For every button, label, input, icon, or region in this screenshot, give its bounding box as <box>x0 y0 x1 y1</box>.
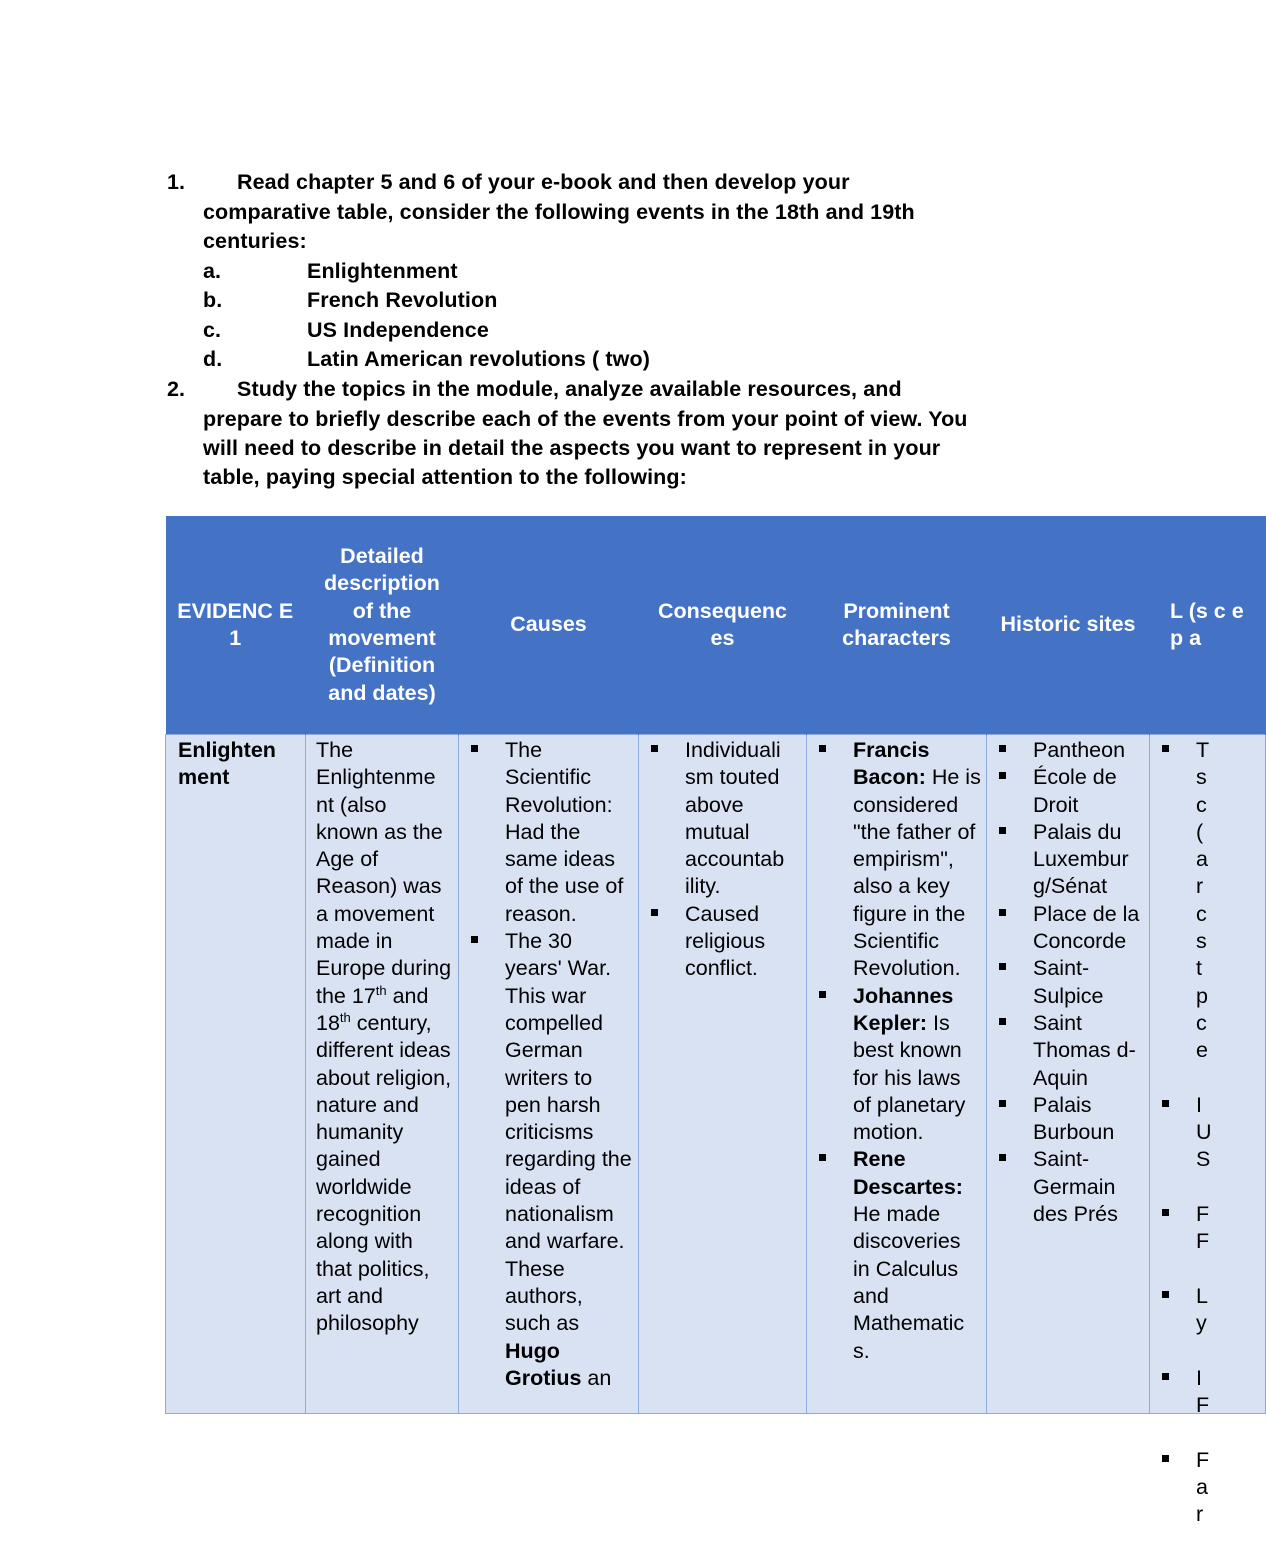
truncated-fragment: s <box>1196 929 1207 954</box>
comparative-table <box>165 516 1244 1527</box>
header-consequences: Consequenc es <box>639 516 807 735</box>
item2-line: table, paying special attention to the following: <box>203 465 687 489</box>
list-item <box>469 737 634 928</box>
characters-cell <box>807 735 987 1414</box>
truncated-fragment: I <box>1160 1365 1261 1392</box>
subitem-letter: d. <box>203 347 223 371</box>
sites-list <box>997 737 1145 1228</box>
description-part: The Enlightenme nt (also known as the Age of Reason) was a movement made in Europe during the 17 <box>316 738 452 1008</box>
truncated-fragment: a <box>1196 847 1208 872</box>
bullet-icon <box>1162 745 1169 752</box>
item2-line: Study the topics in the module, analyze available resources, and <box>237 377 902 401</box>
description-cell <box>306 735 459 1414</box>
subitem-text: US Independence <box>307 318 489 342</box>
causes-list <box>469 737 634 1392</box>
truncated-fragment: S <box>1196 1147 1211 1172</box>
character-name: Rene Descartes: <box>853 1147 963 1199</box>
list-item <box>817 1146 982 1364</box>
character-text: Is best known for his laws of planetary motion. <box>853 1010 966 1145</box>
bullet-icon <box>1162 1455 1169 1462</box>
list-item: Individuali sm touted above mutual accountab ility. <box>649 737 802 901</box>
list-item <box>817 983 982 1147</box>
subitem-letter: c. <box>203 318 222 342</box>
truncated-fragment: T <box>1160 737 1261 764</box>
truncated-fragment: F <box>1160 1447 1261 1474</box>
list-item: Palais du Luxembur g/Sénat <box>997 819 1145 901</box>
truncated-fragment: r <box>1196 1502 1204 1527</box>
subitem-text: Enlightenment <box>307 259 458 283</box>
list-item <box>817 737 982 983</box>
consequences-list <box>649 737 802 983</box>
list-item: Caused religious conflict. <box>649 901 802 983</box>
truncated-fragment <box>1160 1065 1261 1092</box>
header-sites: Historic sites <box>987 516 1150 735</box>
bullet-icon <box>1162 1100 1169 1107</box>
header-truncated: L (s c e p a <box>1150 516 1266 735</box>
truncated-fragment: F <box>1160 1201 1261 1228</box>
subitem-letter: b. <box>203 288 223 312</box>
item1-line: centuries: <box>203 229 307 253</box>
truncated-fragment: F <box>1196 1229 1210 1254</box>
list-item: Pantheon <box>997 737 1145 764</box>
table-row <box>166 735 1266 1414</box>
list-item: Place de la Concorde <box>997 901 1145 956</box>
truncated-fragment: F <box>1196 1393 1210 1418</box>
bullet-icon <box>1162 1209 1169 1216</box>
truncated-fragment: L <box>1160 1283 1261 1310</box>
list-item: École de Droit <box>997 764 1145 819</box>
truncated-fragment: ( <box>1196 819 1204 844</box>
bullet-icon <box>1162 1373 1169 1380</box>
truncated-fragment <box>1160 1256 1261 1283</box>
item1-number: 1. <box>167 170 186 194</box>
header-evidence: EVIDENC E 1 <box>166 516 306 735</box>
truncated-fragment: I <box>1160 1092 1261 1119</box>
row-label-text: Enlighten ment <box>178 738 276 790</box>
header-characters: Prominent characters <box>807 516 987 735</box>
subitem-text: French Revolution <box>307 288 498 312</box>
character-name: Johannes Kepler: <box>853 983 954 1035</box>
description-text <box>316 737 454 1411</box>
characters-list <box>817 737 982 1365</box>
cause-text: The 30 years' War. This war compelled German writers to pen harsh criticisms regarding the ideas of nationalism and warfare. These authors, such as <box>505 929 632 1336</box>
truncated-fragment: c <box>1196 1010 1207 1035</box>
item2-number: 2. <box>167 377 186 401</box>
header-description: Detailed description of the movement (Definition and dates) <box>306 516 459 735</box>
row-label <box>166 735 306 1414</box>
sites-cell <box>987 735 1150 1414</box>
superscript: th <box>339 1009 351 1025</box>
description-part: century, different ideas about religion, nature and humanity gained worldwide recognition along with that politics, art and philosophy <box>316 1010 452 1336</box>
truncated-fragment: y <box>1196 1311 1207 1336</box>
consequences-cell <box>639 735 807 1414</box>
subitem-letter: a. <box>203 259 222 283</box>
cause-tail: an <box>581 1365 612 1390</box>
character-text: He is considered "the father of empirism", also a key figure in the Scientific Revolution. <box>853 765 981 981</box>
bullet-icon <box>1162 1291 1169 1298</box>
list-item: Palais Burboun <box>997 1092 1145 1147</box>
truncated-fragment: c <box>1196 901 1207 926</box>
description-part: and 18 <box>316 983 429 1035</box>
truncated-fragment: U <box>1196 1120 1212 1145</box>
truncated-fragment: r <box>1196 874 1204 899</box>
item1-line: comparative table, consider the following events in the 18th and 19th <box>203 200 915 224</box>
list-item: Saint- Sulpice <box>997 955 1145 1010</box>
list-item: Saint Thomas d-Aquin <box>997 1010 1145 1092</box>
item1-line: Read chapter 5 and 6 of your e-book and then develop your <box>237 170 850 194</box>
truncated-fragment: s <box>1196 765 1207 790</box>
item2-line: will need to describe in detail the aspects you want to represent in your <box>203 436 941 460</box>
cause-text: The Scientific Revolution: Had the same ideas of the use of reason. <box>505 738 624 926</box>
truncated-fragment: t <box>1196 956 1202 981</box>
truncated-fragment: e <box>1196 1038 1208 1063</box>
truncated-cell <box>1150 735 1266 1527</box>
list-item <box>469 928 634 1392</box>
truncated-fragment: p <box>1196 983 1208 1008</box>
causes-cell <box>459 735 639 1414</box>
character-name: Francis Bacon: <box>853 738 930 790</box>
truncated-fragment: a <box>1196 1475 1208 1500</box>
truncated-fragment <box>1160 1419 1261 1446</box>
truncated-fragment <box>1160 1338 1261 1365</box>
header-row <box>166 516 1266 735</box>
superscript: th <box>375 982 387 998</box>
truncated-fragments <box>1160 737 1261 1527</box>
truncated-fragment: c <box>1196 792 1207 817</box>
list-item: Saint- Germain des Prés <box>997 1146 1145 1228</box>
character-text: He made discoveries in Calculus and Mathematic s. <box>853 1202 965 1363</box>
subitem-text: Latin American revolutions ( two) <box>307 347 650 371</box>
truncated-fragment <box>1160 1174 1261 1201</box>
cause-bold: Hugo Grotius <box>505 1338 582 1390</box>
item2-line: prepare to briefly describe each of the events from your point of view. You <box>203 407 968 431</box>
header-causes: Causes <box>459 516 639 735</box>
